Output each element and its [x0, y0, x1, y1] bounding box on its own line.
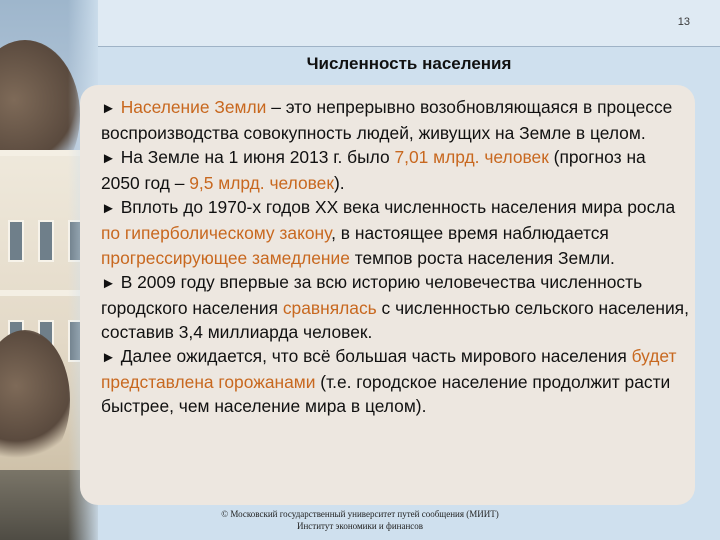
header-rule — [98, 46, 720, 47]
bullet-arrow-icon: ► — [101, 100, 116, 117]
paragraph-text: , в настоящее время наблюдается — [331, 223, 609, 244]
paragraph-text: Далее ожидается, что всё большая часть мирового населения — [115, 345, 632, 366]
footer-credits — [180, 508, 540, 532]
paragraph-text: В 2009 году впервые за всю историю человечества численность городского населения — [101, 271, 643, 318]
highlight-term: по гиперболическому закону — [101, 223, 332, 244]
paragraph-text: (т.е. городское население продолжит расти быстрее, чем население мира в целом). — [101, 372, 671, 417]
highlight-term: прогрессирующее замедление — [101, 247, 350, 268]
paragraph-text: Вплоть до 1970-х годов XX века численность населения мира росла — [115, 197, 676, 218]
paragraph-urban-2009 — [101, 270, 689, 344]
paragraph-text: (прогноз на 2050 год – — [101, 147, 646, 194]
window — [8, 220, 24, 262]
paragraph-definition — [101, 95, 689, 145]
highlight-term: Население Земли — [120, 97, 267, 117]
paragraph-text: с численностью сельского населения, составив 3,4 миллиарда человек. — [101, 297, 689, 342]
page-number: 13 — [677, 16, 690, 28]
paragraph-text: ). — [333, 173, 345, 194]
bullet-arrow-icon: ► — [101, 150, 116, 168]
highlight-value: 7,01 млрд. человек — [394, 147, 549, 168]
paragraph-growth — [101, 195, 689, 269]
bullet-arrow-icon: ► — [101, 274, 116, 292]
slide-body — [101, 95, 689, 418]
bullet-arrow-icon: ► — [101, 200, 116, 218]
paragraph-population-2013 — [101, 145, 689, 195]
footer-institute: Институт экономики и финансов — [296, 521, 424, 531]
highlight-term: будет представлена горожанами — [101, 345, 677, 393]
paragraph-text: темпов роста населения Земли. — [349, 247, 615, 268]
bullet-arrow-icon: ► — [101, 348, 116, 366]
footer-copyright: © Московский государственный университет путей сообщения (МИИТ) — [221, 509, 499, 519]
highlight-value: 9,5 млрд. человек — [189, 173, 334, 194]
slide-title: Численность населения — [306, 54, 512, 73]
window — [38, 220, 54, 262]
paragraph-text: На Земле на 1 июня 2013 г. было — [115, 147, 395, 168]
header-band — [98, 0, 720, 46]
highlight-term: сравнялась — [282, 297, 377, 318]
paragraph-text: – это непрерывно возобновляющаяся в процессе воспроизводства совокупность людей, живущих на Земле в целом. — [101, 97, 673, 144]
paragraph-forecast — [101, 344, 689, 418]
